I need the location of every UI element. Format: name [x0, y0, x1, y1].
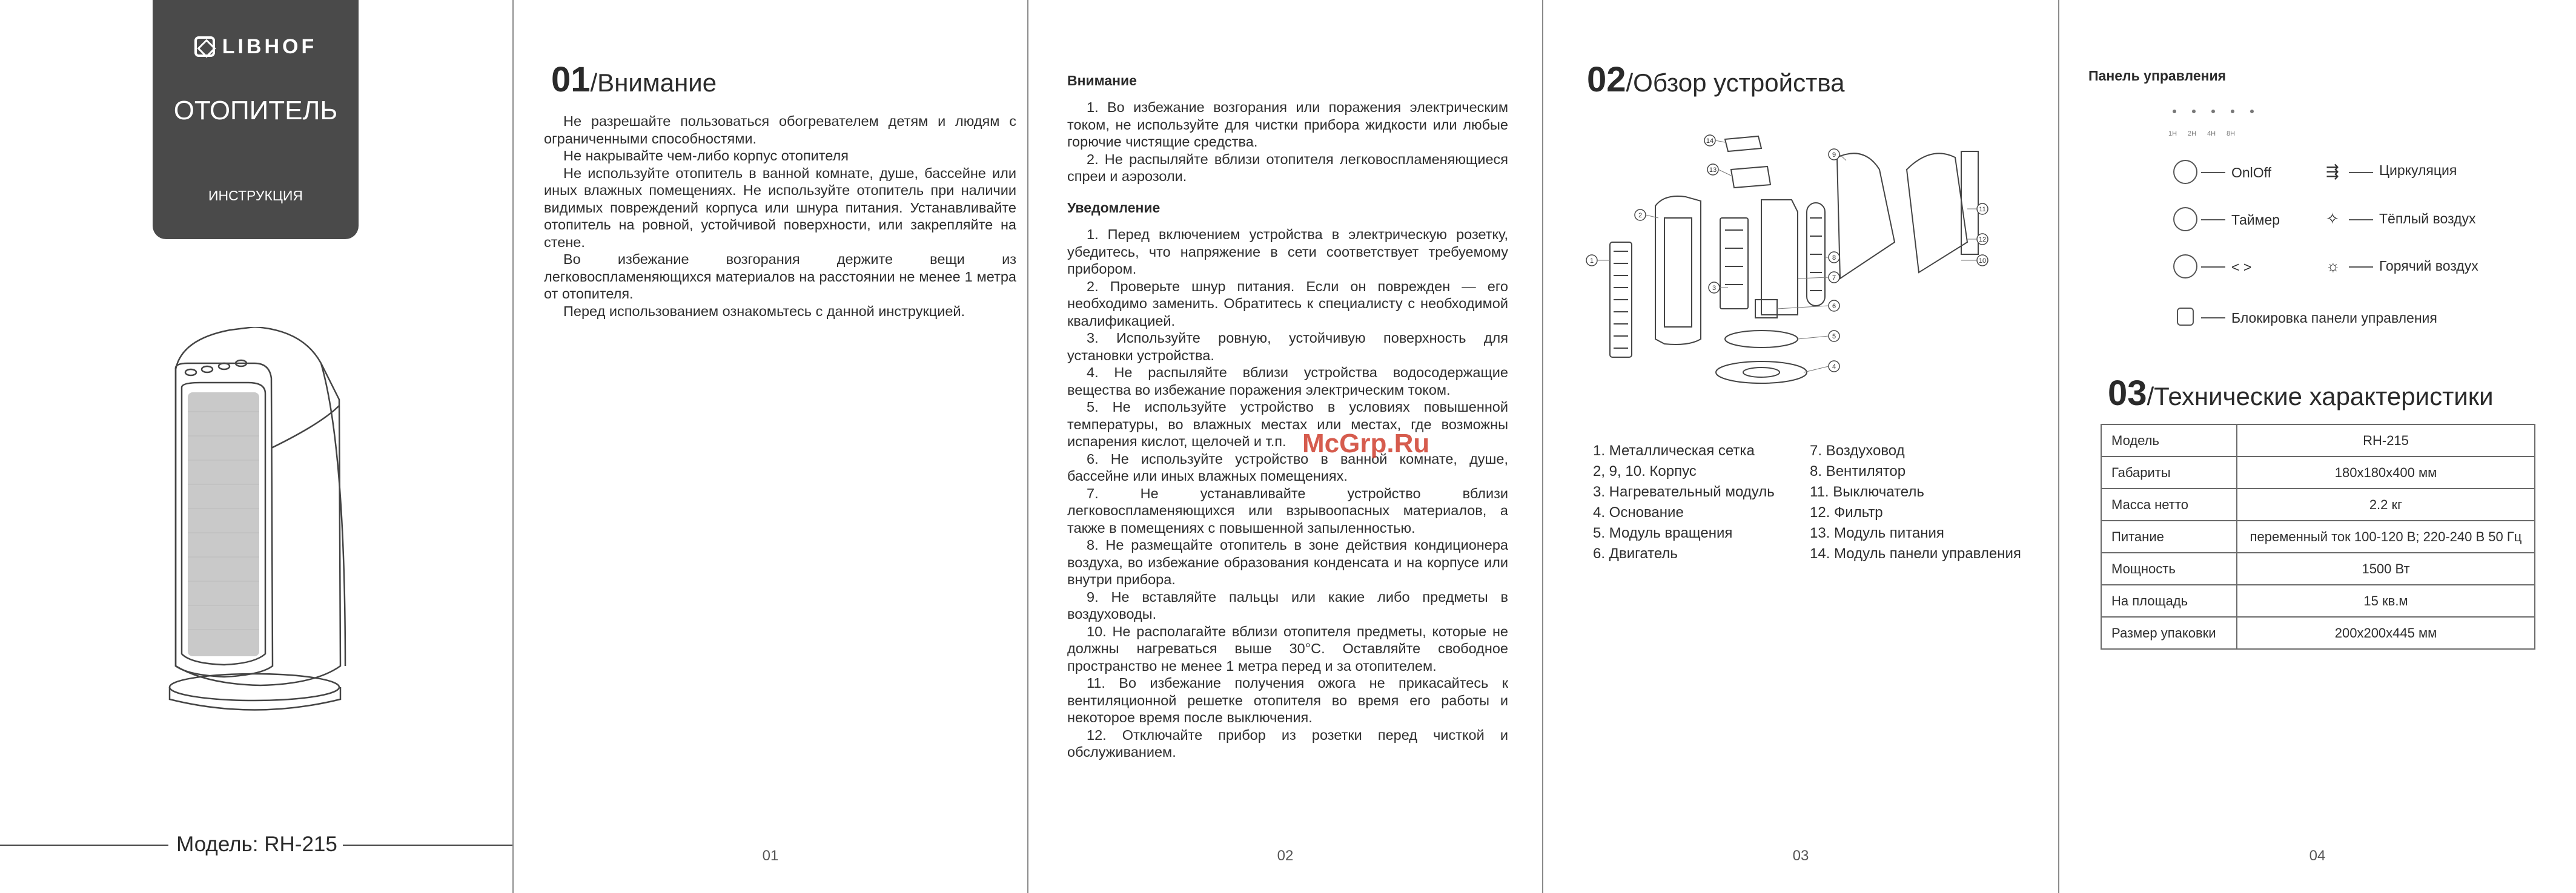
part-item: 6. Двигатель [1593, 545, 1678, 562]
paragraph: 2. Не распыляйте вблизи отопителя легковоспламеняющиеся спреи и аэрозоли. [1067, 151, 1508, 184]
spec-key: Масса нетто [2101, 489, 2237, 521]
part-item: 8. Вентилятор [1810, 463, 1906, 479]
timer-indicators [2168, 104, 2290, 140]
table-row [2101, 489, 2535, 521]
paragraph: Перед использованием ознакомьтесь с данной инструкцией. [563, 303, 965, 319]
table-row [2101, 553, 2535, 585]
spec-value: RH-215 [2237, 424, 2535, 456]
table-row [2101, 456, 2535, 489]
part-item: 4. Основание [1593, 504, 1684, 521]
leader-line [2201, 219, 2225, 220]
timer-icon [2173, 207, 2197, 231]
part-item: 5. Модуль вращения [1593, 525, 1733, 541]
part-item: 7. Воздуховод [1810, 443, 1905, 459]
page-number: 01 [762, 848, 779, 864]
spec-key: Размер упаковки [2101, 617, 2237, 649]
callout-4: 4 [1832, 363, 1836, 371]
cover-header-band [153, 0, 359, 239]
circulation-icon: ⇶ [2326, 162, 2339, 180]
paragraph: 1. Во избежание возгорания или поражения электрическим током, не используйте для чистки прибора жидкости или любые горючие чистящие средства. [1067, 99, 1508, 150]
page-04-controls-specs [2059, 0, 2576, 893]
paragraph: Не разрешайте пользоваться обогревателем детям и людям с ограниченными способностями. [544, 113, 1016, 147]
indicator-4h: 4H [2207, 130, 2216, 137]
callout-8: 8 [1832, 254, 1836, 262]
page-03-overview [1543, 0, 2058, 893]
indicator-2h: 2H [2188, 130, 2197, 137]
control-onoff-label: OnlOff [2231, 165, 2272, 180]
callout-9: 9 [1832, 151, 1836, 159]
callout-2: 2 [1638, 212, 1643, 219]
callout-5: 5 [1832, 333, 1836, 340]
cover-subtitle: ИНСТРУКЦИЯ [208, 188, 303, 203]
attention-text [544, 113, 1016, 320]
control-swing-label: < > [2231, 259, 2252, 275]
model-label: Модель: RH-215 [176, 832, 337, 856]
section-heading [1587, 59, 1845, 100]
indicator-8h: 8H [2227, 130, 2236, 137]
callout-10: 10 [1978, 257, 1987, 265]
section-number: 02 [1587, 60, 1626, 99]
part-item: 14. Модуль панели управления [1810, 545, 2021, 562]
divider-line [343, 845, 512, 846]
part-item: 3. Нагревательный модуль [1593, 484, 1775, 500]
table-row [2101, 617, 2535, 649]
parts-list-left [1593, 441, 1799, 564]
paragraph: 10. Не располагайте вблизи отопителя предметы, которые не должны нагреваться выше 30°С. Оставляйте свободное пространство не менее 1 метра перед и за отопителем. [1067, 623, 1508, 674]
callout-1: 1 [1589, 257, 1594, 265]
section-number: 01 [551, 60, 591, 99]
parts-list-right [1810, 441, 2040, 564]
hot-air-icon: ☼ [2326, 257, 2340, 275]
paragraph: 1. Перед включением устройства в электрическую розетку, убедитесь, что напряжение в сети соответствует требуемому прибором. [1067, 226, 1508, 277]
section-title: /Обзор устройства [1626, 68, 1845, 97]
part-item: 2, 9, 10. Корпус [1593, 463, 1697, 479]
table-row [2101, 521, 2535, 553]
cover-panel [0, 0, 512, 893]
leader-line [2349, 219, 2373, 220]
spec-key: Питание [2101, 521, 2237, 553]
section-number: 03 [2108, 374, 2147, 413]
paragraph: 9. Не вставляйте пальцы или какие либо предметы в воздуховоды. [1067, 588, 1508, 622]
paragraph: 12. Отключайте прибор из розетки перед чисткой и обслуживанием. [1067, 727, 1508, 760]
paragraph: Во избежание возгорания держите вещи из легковоспламеняющихся материалов на расстоянии не менее 1 метра от отопителя. [544, 251, 1016, 302]
page-number: 03 [1792, 848, 1809, 864]
power-icon [2173, 160, 2197, 184]
section-heading [2108, 373, 2494, 414]
control-warm-label: Тёплый воздух [2379, 211, 2476, 226]
notice-heading: Уведомление [1067, 200, 1161, 216]
leader-line [2201, 172, 2225, 173]
paragraph: 5. Не используйте устройство в условиях повышенной температуры, во влажных местах или местах, где возможны испарения кислот, щелочей и т.п. [1067, 399, 1508, 449]
part-item: 11. Выключатель [1810, 484, 1924, 500]
callout-6: 6 [1832, 303, 1836, 310]
warning-heading: Внимание [1067, 73, 1137, 88]
paragraph: 3. Используйте ровную, устойчивую поверхность для установки устройства. [1067, 330, 1508, 363]
indicator-1h: 1H [2168, 130, 2177, 137]
table-row [2101, 585, 2535, 617]
section-title: /Внимание [590, 68, 717, 97]
section-heading [551, 59, 717, 100]
spec-key: Мощность [2101, 553, 2237, 585]
leader-line [2349, 266, 2373, 268]
specs-table [2101, 424, 2535, 650]
spec-value: 180х180х400 мм [2237, 456, 2535, 489]
callout-12: 12 [1978, 236, 1987, 243]
brand-logo [153, 35, 359, 59]
control-lock-label: Блокировка панели управления [2231, 310, 2437, 326]
control-panel-heading: Панель управления [2088, 68, 2227, 84]
divider-line [0, 845, 168, 846]
part-item: 13. Модуль питания [1810, 525, 1944, 541]
callout-7: 7 [1832, 274, 1836, 282]
paragraph: 7. Не устанавливайте устройство вблизи легковоспламеняющихся или взрывоопасных материалов, а также в помещениях с повышенной запыленностью. [1067, 485, 1508, 536]
callout-14: 14 [1706, 137, 1714, 145]
page-01-attention [514, 0, 1027, 893]
callout-11: 11 [1979, 206, 1986, 213]
exploded-view-diagram [1580, 133, 2040, 387]
page-02-warnings [1028, 0, 1542, 893]
leader-line [2349, 172, 2373, 173]
part-item: 1. Металлическая сетка [1593, 443, 1755, 459]
libhof-logo-icon [194, 36, 215, 57]
spec-value: 1500 Вт [2237, 553, 2535, 585]
control-circulation-label: Циркуляция [2379, 162, 2457, 178]
table-row [2101, 424, 2535, 456]
page-number: 02 [1277, 848, 1294, 864]
page-number: 04 [2309, 848, 2326, 864]
spec-key: Модель [2101, 424, 2237, 456]
paragraph: 11. Во избежание получения ожога не прикасайтесь к вентиляционной решетке отопителя во время его работы и некоторое время после выключения. [1067, 675, 1508, 725]
brand-name: LIBHOF [222, 35, 317, 58]
spec-value: 200х200х445 мм [2237, 617, 2535, 649]
paragraph: Не накрывайте чем-либо корпус отопителя [563, 148, 849, 163]
paragraph: 8. Не размещайте отопитель в зоне действия кондиционера воздуха, во избежание образования конденсата и на корпусе или внутри прибора. [1067, 537, 1508, 587]
spec-value: 2.2 кг [2237, 489, 2535, 521]
control-hot-label: Горячий воздух [2379, 258, 2478, 274]
callout-3: 3 [1712, 285, 1717, 292]
spec-value: переменный ток 100-120 В; 220-240 В 50 Гц [2237, 521, 2535, 553]
heater-illustration [164, 327, 357, 727]
spec-value: 15 кв.м [2237, 585, 2535, 617]
paragraph: Не используйте отопитель в ванной комнате, душе, бассейне или иных влажных помещениях. Не используйте отопитель при наличии видимых повреждений корпуса или шнура питания. Устанавливайте отопитель на ровной, устойчивой поверхности, или закрепляйте на стене. [544, 165, 1016, 250]
callout-13: 13 [1709, 166, 1717, 174]
warning-text [1067, 99, 1508, 185]
leader-line [2201, 317, 2225, 318]
notice-text [1067, 226, 1508, 761]
model-footer [0, 832, 512, 857]
part-item: 12. Фильтр [1810, 504, 1883, 521]
spec-key: На площадь [2101, 585, 2237, 617]
oscillation-icon [2173, 254, 2197, 278]
cover-title: ОТОПИТЕЛЬ [173, 96, 338, 125]
spec-key: Габариты [2101, 456, 2237, 489]
paragraph: 4. Не распыляйте вблизи устройства водосодержащие вещества во избежание поражения электрическим током. [1067, 364, 1508, 398]
watermark: McGrp.Ru [1302, 429, 1430, 458]
leader-line [2201, 266, 2225, 268]
warm-air-icon: ✧ [2326, 209, 2339, 228]
section-title: /Технические характеристики [2147, 382, 2494, 410]
lock-icon [2177, 308, 2194, 326]
paragraph: 6. Не используйте устройство в ванной комнате, душе, бассейне или иных влажных помещениях. [1067, 450, 1508, 484]
paragraph: 2. Проверьте шнур питания. Если он поврежден — его необходимо заменить. Обратитесь к специалисту с необходимой квалификацией. [1067, 278, 1508, 329]
control-timer-label: Таймер [2231, 212, 2280, 228]
